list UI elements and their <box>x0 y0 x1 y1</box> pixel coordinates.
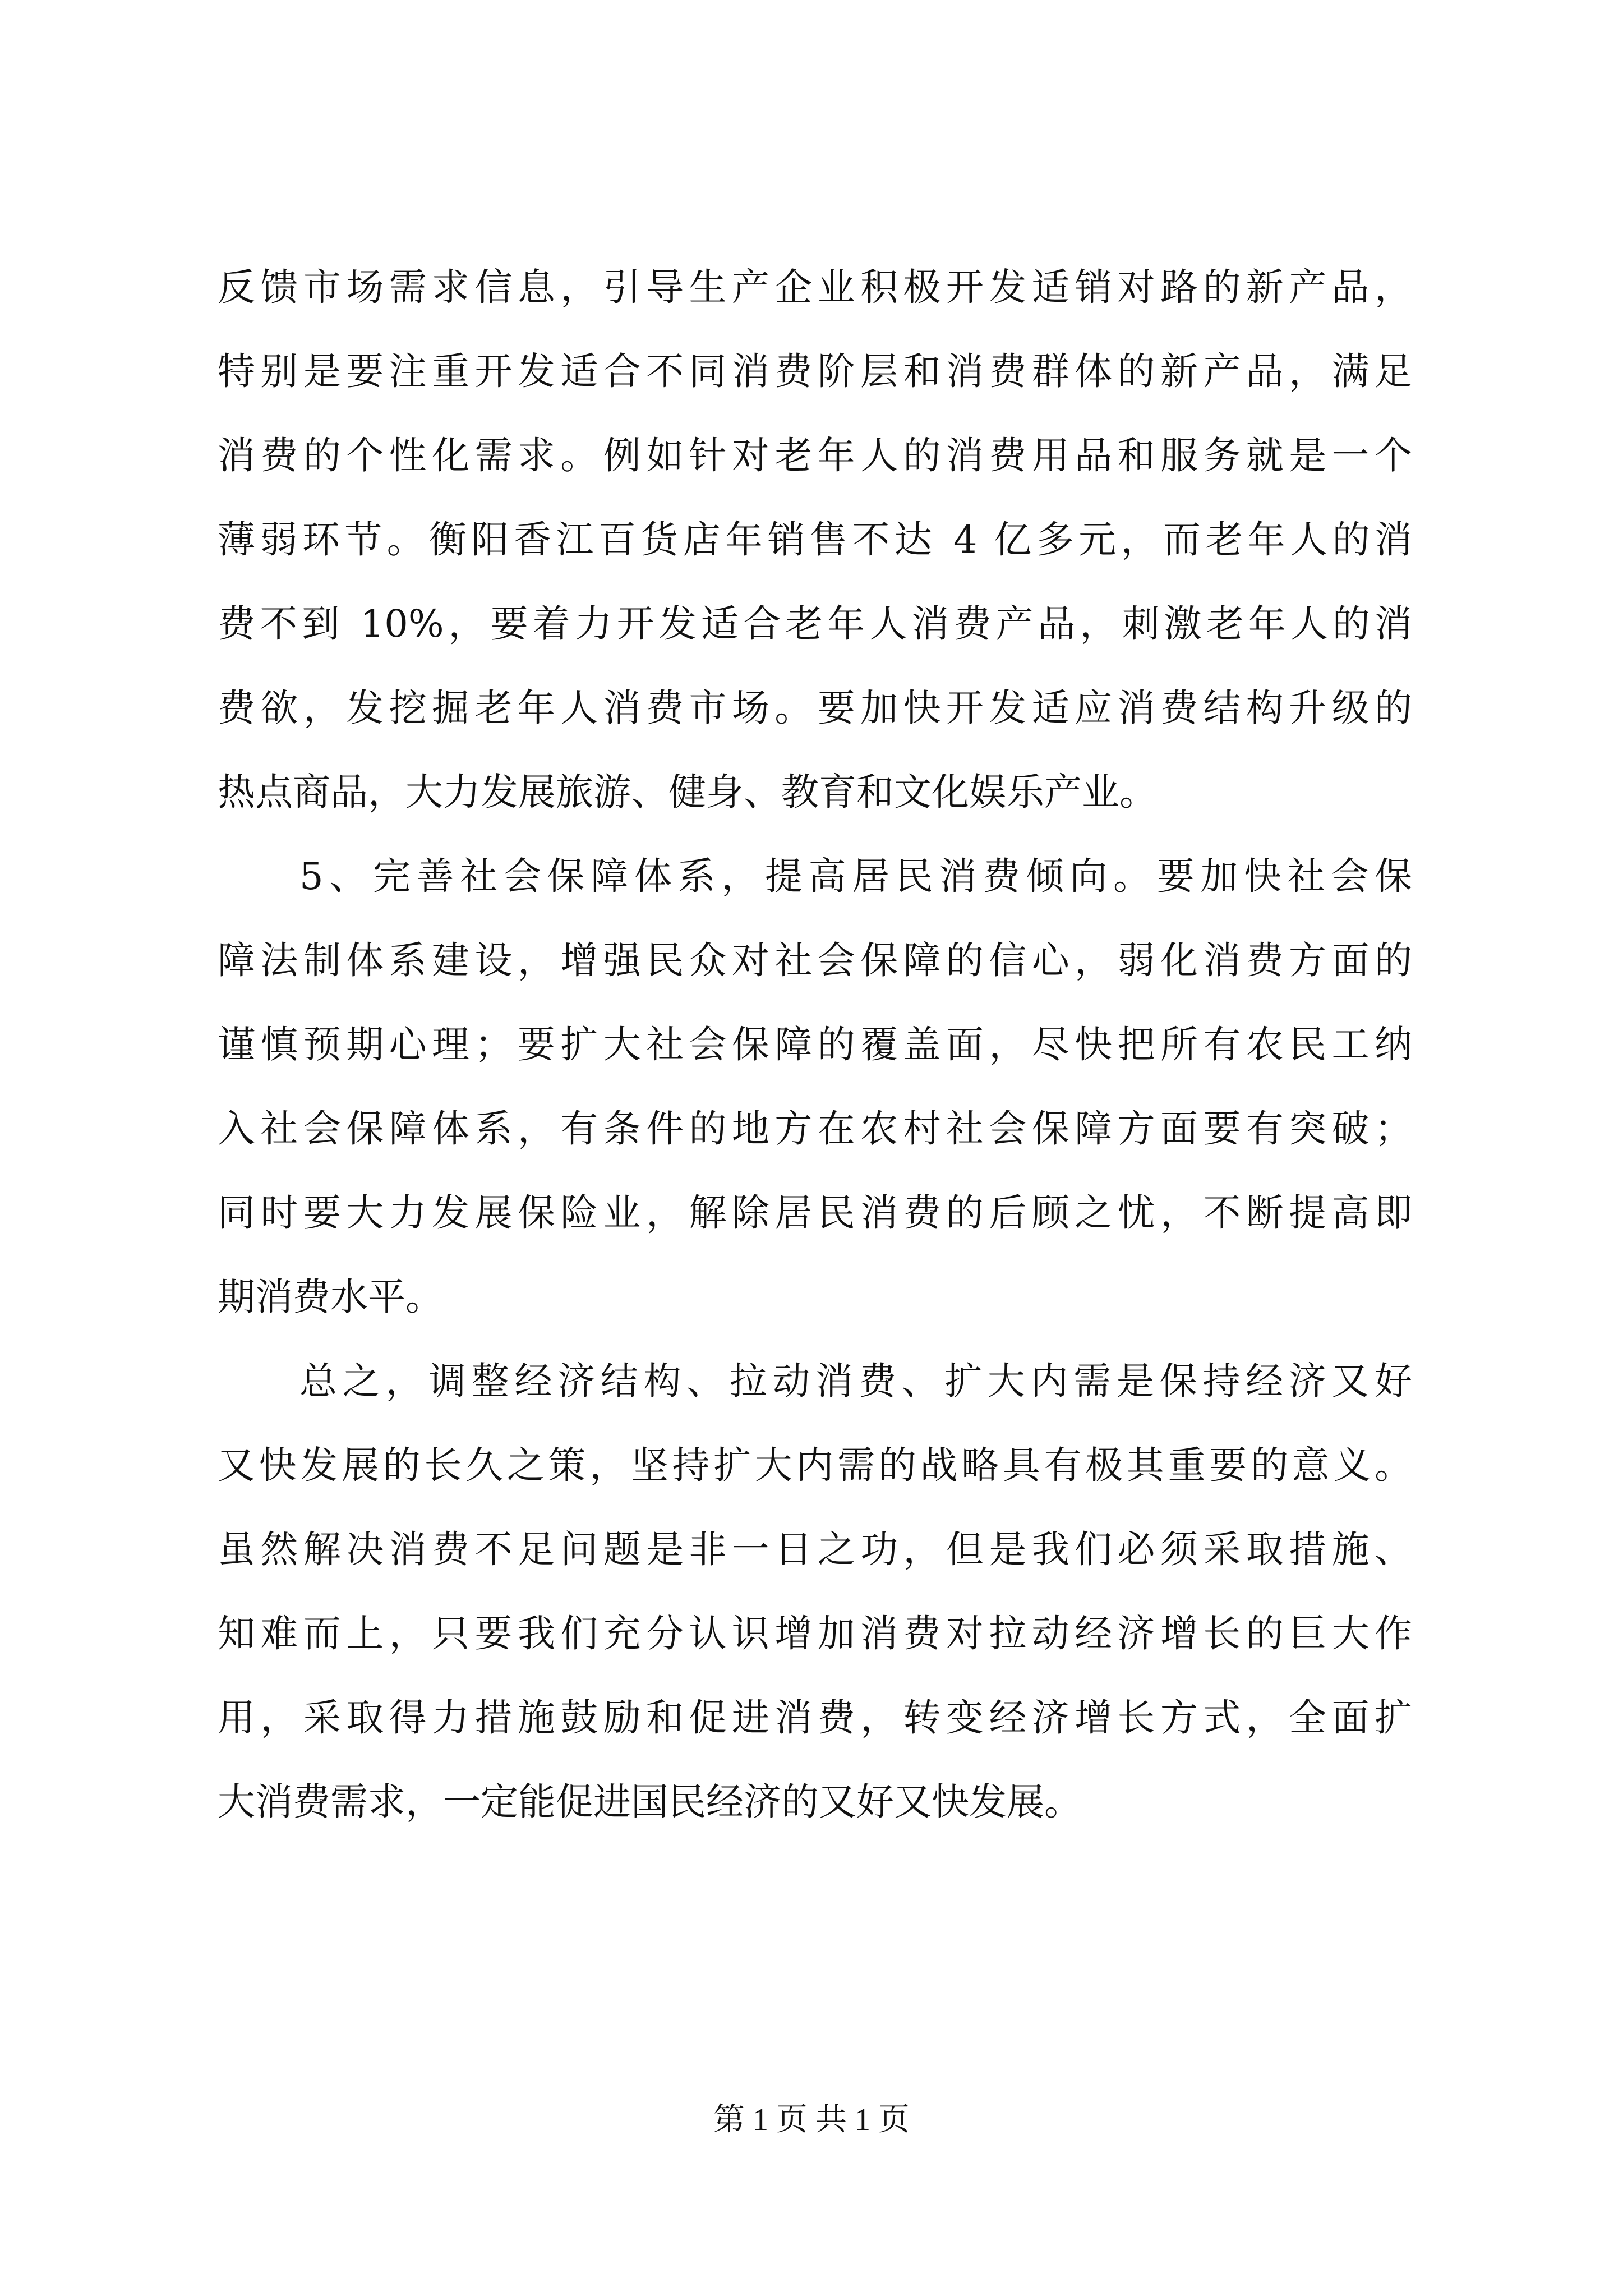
text-line: 用，采取得力措施鼓励和促进消费，转变经济增长方式，全面扩 <box>218 1696 1412 1740</box>
text-line: 反馈市场需求信息，引导生产企业积极开发适销对路的新产品， <box>218 265 1412 309</box>
text-line: 虽然解决消费不足问题是非一日之功，但是我们必须采取措施、 <box>218 1527 1412 1571</box>
text-line: 同时要大力发展保险业，解除居民消费的后顾之忧，不断提高即 <box>218 1191 1412 1235</box>
text-line: 谨慎预期心理；要扩大社会保障的覆盖面，尽快把所有农民工纳 <box>218 1023 1412 1066</box>
text-line: 大消费需求，一定能促进国民经济的又好又快发展。 <box>218 1780 1082 1824</box>
text-line: 消费的个性化需求。例如针对老年人的消费用品和服务就是一个 <box>218 434 1412 477</box>
text-line: 费不到 10%，要着力开发适合老年人消费产品，刺激老年人的消 <box>218 602 1412 646</box>
text-line: 期消费水平。 <box>218 1275 443 1319</box>
document-body <box>218 245 1412 1844</box>
text-line: 薄弱环节。衡阳香江百货店年销售不达 4 亿多元，而老年人的消 <box>218 518 1412 562</box>
text-line: 总之，调整经济结构、拉动消费、扩大内需是保持经济又好 <box>299 1359 1412 1403</box>
text-line: 5、完善社会保障体系，提高居民消费倾向。要加快社会保 <box>299 854 1412 898</box>
text-line: 入社会保障体系，有条件的地方在农村社会保障方面要有突破； <box>218 1107 1412 1151</box>
text-line: 特别是要注重开发适合不同消费阶层和消费群体的新产品，满足 <box>218 349 1412 393</box>
text-line: 热点商品，大力发展旅游、健身、教育和文化娱乐产业。 <box>218 770 1157 814</box>
text-line: 又快发展的长久之策，坚持扩大内需的战略具有极其重要的意义。 <box>218 1443 1412 1487</box>
text-line: 障法制体系建设，增强民众对社会保障的信心，弱化消费方面的 <box>218 938 1412 982</box>
text-line: 知难而上，只要我们充分认识增加消费对拉动经济增长的巨大作 <box>218 1612 1412 1655</box>
text-line: 费欲，发挖掘老年人消费市场。要加快开发适应消费结构升级的 <box>218 686 1412 730</box>
page-number-footer: 第 1 页 共 1 页 <box>713 2102 910 2137</box>
